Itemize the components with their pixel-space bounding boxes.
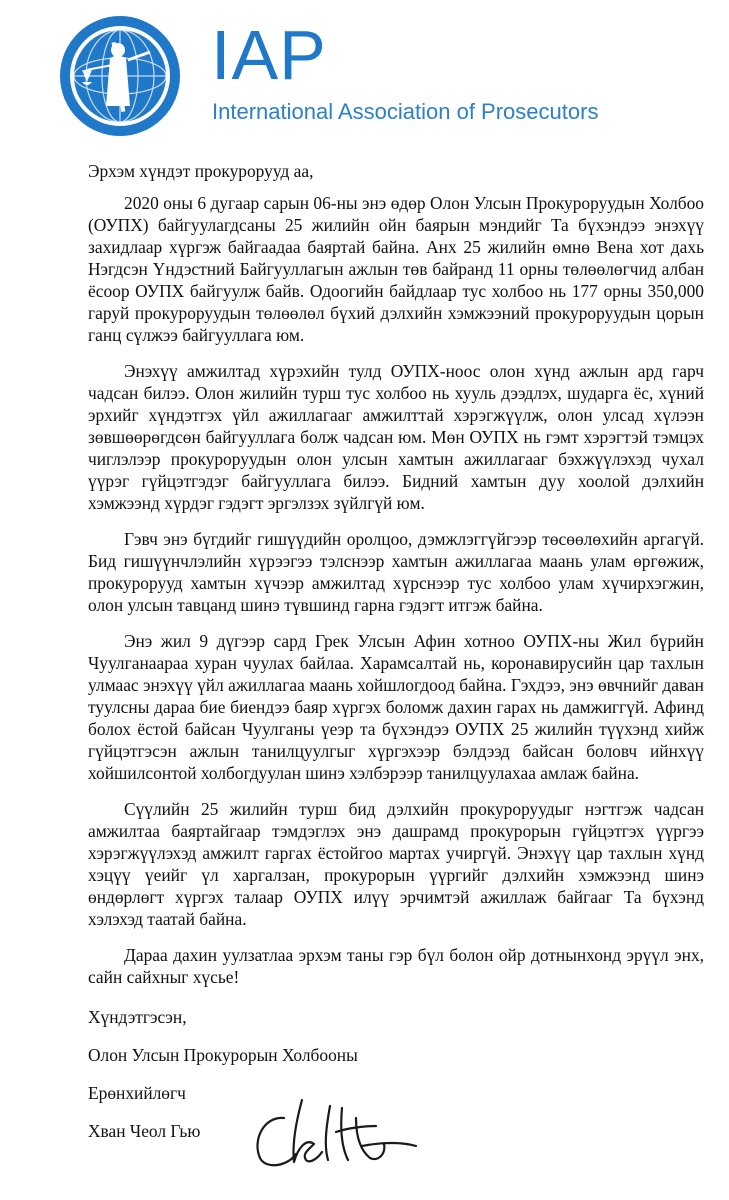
letter-paragraph bbox=[88, 630, 704, 784]
closing: Хүндэтгэсэн, bbox=[88, 1007, 187, 1027]
greeting: Эрхэм хүндэт прокурорууд аа, bbox=[88, 161, 314, 181]
signatory-position: Ерөнхийлөгч bbox=[88, 1083, 186, 1103]
signatory-name: Хван Чеол Гью bbox=[88, 1121, 201, 1141]
letter-paragraph bbox=[88, 360, 704, 514]
logo-subtitle: International Association of Prosecutors bbox=[212, 99, 599, 124]
iap-emblem-icon bbox=[58, 14, 182, 138]
letter-paragraph bbox=[88, 528, 704, 616]
paragraph-text: Энэхүү амжилтад хүрэхийн тулд ОУПХ-ноос олон хүнд ажлын ард гарч чадсан билээ. Олон жилийн турш тус холбоо нь хууль дээдлэх, шударга ёс, хүний эрхийг хүндэтгэх үйл ажиллагааг амжилттай хэрэгжүүлж, олон улсад хүлээн зөвшөөрөгдсөн байгууллага болж чадсан юм. Мөн ОУПХ нь гэмт хэрэгтэй тэмцэх чиглэлээр прокуроруудын олон улсын хамтын ажиллагааг бэхжүүлэхэд чухал үүрэг гүйцэтгэдэг байгууллага билээ. Бидний хамтын дуу хоолой дэлхийн хэмжээнд хүрдэг гэдэгт эргэлзэх зүйлгүй юм. bbox=[88, 361, 704, 513]
paragraph-text: Дараа дахин уулзатлаа эрхэм таны гэр бүл болон ойр дотнынхонд эрүүл энх, сайн сайхныг хүсье! bbox=[88, 945, 704, 987]
paragraph-text: Гэвч энэ бүгдийг гишүүдийн оролцоо, дэмжлэггүйгээр төсөөлөхийн аргагүй. Бид гишүүнчлэлийн хүрээгээ тэлснээр хамтын ажиллагаа маань улам өргөжиж, прокурорууд хамтын хүчээр амжилтад хүрснээр тус холбоо улам хүчирхэгжин, олон улсын тавцанд шинэ түвшинд гарна гэдэгт итгэж байна. bbox=[88, 529, 704, 615]
letter-paragraph bbox=[88, 944, 704, 988]
paragraph-text: 2020 оны 6 дугаар сарын 06-ны энэ өдөр Олон Улсын Прокуроруудын Холбоо (ОУПХ) байгуулагдсаны 25 жилийн ойн баярын мэндийг Та бүхэндээ энэхүү захидлаар хүргэж байгаадаа баяртай байна. Анх 25 жилийн өмнө Вена хот дахь Нэгдсэн Үндэстний Байгууллагын ажлын төв байранд 11 орны төлөөлөгчид албан ёсоор ОУПХ байгуулж байв. Одоогийн байдлаар тус холбоо нь 177 орны 350,000 гаруй прокуроруудын төлөөлөл бүхий дэлхийн хэмжээний прокуроруудын цорын ганц сүлжээ байгууллага юм. bbox=[88, 193, 704, 345]
organization-name: Олон Улсын Прокурорын Холбооны bbox=[88, 1045, 358, 1065]
letter-paragraph bbox=[88, 798, 704, 930]
letter-paragraph bbox=[88, 192, 704, 346]
paragraph-text: Сүүлийн 25 жилийн турш бид дэлхийн прокуроруудыг нэгтгэж чадсан амжилтаа баяртайгаар тэмдэглэх энэ дашрамд прокурорын гүйцэтгэх үүргээ хэрэгжүүлэхэд амжилт гаргах ёстойгоо мартах учиргүй. Энэхүү цар тахлын хүнд хэцүү үеийг үл харгалзан, прокурорын үүргийг дэлхийн хэмжээнд шинэ өндөрлөгт хүргэх талаар ОУПХ илүү эрчимтэй ажиллаж байгааг Та бүхэнд хэлэхэд таатай байна. bbox=[88, 799, 704, 929]
letter-body bbox=[88, 160, 704, 1158]
handwritten-signature bbox=[244, 1088, 424, 1178]
paragraph-text: Энэ жил 9 дүгээр сард Грек Улсын Афин хотноо ОУПХ-ны Жил бүрийн Чуулганаараа хуран чуулах байлаа. Харамсалтай нь, коронавирусийн цар тахлын улмаас энэхүү үйл ажиллагаа маань хойшлогдоод байна. Гэхдээ, энэ өвчнийг даван туулсны дараа бие биендээ баяр хүргэх боломж дахин гарах нь дамжиггүй. Афинд болох ёстой байсан Чуулганы үеэр та бүхэндээ ОУПХ 25 жилийн түүхэнд хийж гүйцэтгэсэн ажлын танилцуулгыг хүргэхээр бэлдээд байсан боловч ийнхүү хойшилсонтой холбогдуулан шинэ хэлбэрээр танилцуулахаа амлаж байна. bbox=[88, 631, 704, 783]
logo-title: IAP bbox=[211, 16, 327, 94]
letterhead bbox=[0, 0, 729, 150]
